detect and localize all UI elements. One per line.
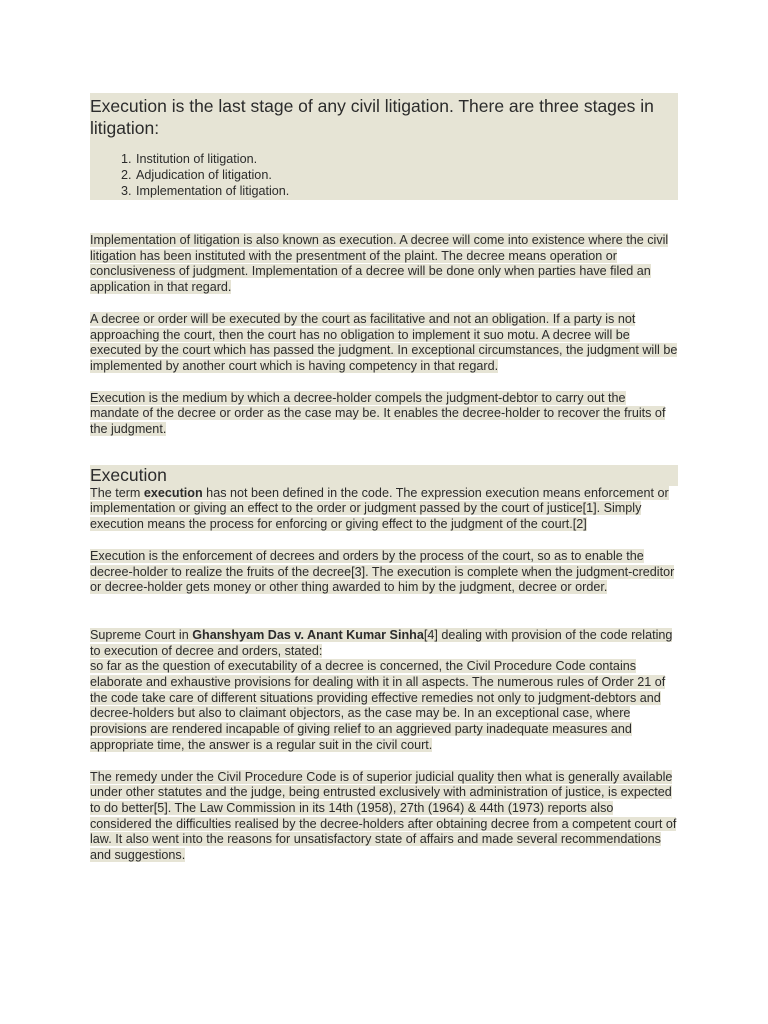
paragraph-text: so far as the question of executability of a decree is concerned, the Civil Procedure Code contains elaborate and exhaustive provisions for dealing with it in all aspects. The numerous rules of Order 21 of the code take care of different situations providing effective remedies not only to judgment-debtors and decree-holders but also to claimant objectors, as the case may be. In an exceptional case, where provisions are rendered incapable of giving relief to an aggrieved party inadequate measures and appropriate time, the answer is a regular suit in the civil court. [90,659,666,752]
list-item: 2. Adjudication of litigation. [135,167,678,183]
paragraph-text: The remedy under the Civil Procedure Code is of superior judicial quality then what is generally available under other statutes and the judge, being entrusted exclusively with administration of justice, is expected to do better[5]. The Law Commission in its 14th (1958), 27th (1964) & 44th (1973) reports also considered the difficulties realised by the decree-holders after obtaining decree from a competent court of law. It also went into the reasons for unsatisfactory state of affairs and made several recommendations and suggestions. [90,769,677,863]
text-run: The term [90,485,144,500]
paragraph [90,486,678,533]
case-name: Ghanshyam Das v. Anant Kumar Sinha [192,627,424,642]
paragraph-text: Implementation of litigation is also known as execution. A decree will come into existence where the civil litigation has been instituted with the presentment of the plaint. The decree means operation or conclusiveness of judgment. Implementation of a decree will be done only when parties have filed an application in that regard. [90,233,669,295]
paragraph-text: Execution is the enforcement of decrees and orders by the process of the court, so as to enable the decree-holder to realize the fruits of the decree[3]. The execution is complete when the judgment-creditor or decree-holder gets money or other thing awarded to him by the judgment, decree or order. [90,548,675,595]
paragraph [90,312,678,375]
paragraph-text [90,486,669,531]
paragraph-text: Execution is the medium by which a decree-holder compels the judgment-debtor to carry out the mandate of the decree or order as the case may be. It enables the decree-holder to recover the fruits of the judgment. [90,390,666,437]
bold-term: execution [143,485,203,500]
list-item: 1. Institution of litigation. [135,151,678,167]
text-run: has not been defined in the code. The expression execution means enforcement or implementation or giving an effect to the order or judgment passed by the court of justice[1]. Simply execution means the process for enforcing or giving effect to the judgment of the court.[2] [90,485,669,532]
paragraph [90,628,678,659]
intro-heading: Execution is the last stage of any civil litigation. There are three stages in litigation: [90,96,654,138]
section-title: Execution [90,465,678,486]
paragraph [90,233,678,296]
quote-paragraph [90,659,678,753]
paragraph-text: A decree or order will be executed by the court as facilitative and not an obligation. If a party is not approaching the court, then the court has no obligation to implement it suo motu. A decree will be executed by the court which has passed the judgment. In exceptional circumstances, the judgment will be implemented by another court which is having competency in that regard. [90,311,678,373]
intro-block [90,93,678,200]
paragraph [90,770,678,864]
list-item: 3. Implementation of litigation. [135,183,678,199]
paragraph [90,549,678,596]
stages-list [90,151,678,199]
text-run: Supreme Court in [90,627,193,642]
document-page [90,93,678,864]
paragraph-text [90,628,672,658]
text-run: [4] dealing with provision of the code relating to execution of decree and orders, stated: [90,627,673,658]
paragraph [90,391,678,438]
